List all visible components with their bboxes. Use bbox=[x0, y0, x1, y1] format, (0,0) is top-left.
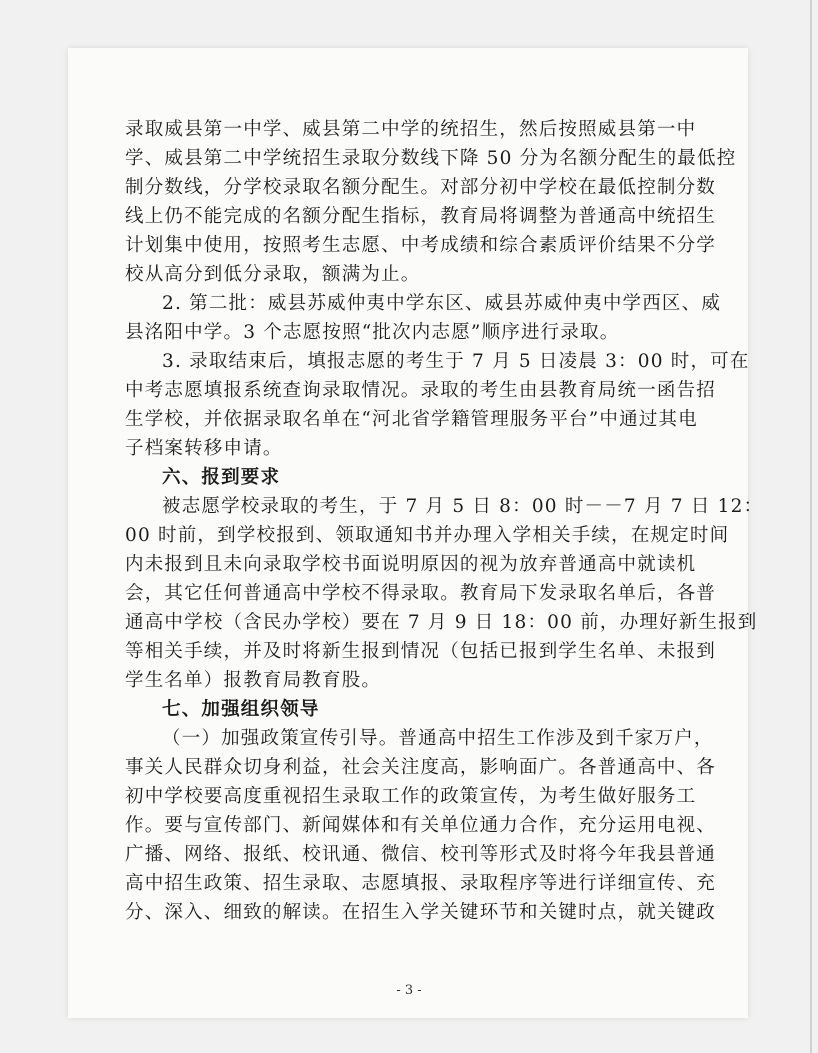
text-line: 录取威县第一中学、威县第二中学的统招生，然后按照威县第一中 bbox=[125, 119, 697, 140]
text-line: 广播、网络、报纸、校讯通、微信、校刊等形式及时将今年我县普通 bbox=[125, 844, 717, 865]
text-line: 中考志愿填报系统查询录取情况。录取的考生由县教育局统一函告招 bbox=[125, 380, 717, 401]
text-line: 00 时前，到学校报到、领取通知书并办理入学相关手续，在规定时间 bbox=[125, 525, 730, 546]
text-line: 3. 录取结束后，填报志愿的考生于 7 月 5 日凌晨 3：00 时，可在 bbox=[162, 351, 750, 372]
text-line: 学生名单）报教育局教育股。 bbox=[125, 670, 382, 691]
text-line: （一）加强政策宣传引导。普通高中招生工作涉及到千家万户， bbox=[162, 728, 714, 749]
text-line: 线上仍不能完成的名额分配生指标，教育局将调整为普通高中统招生 bbox=[125, 206, 717, 227]
text-line: 高中招生政策、招生录取、志愿填报、录取程序等进行详细宣传、充 bbox=[125, 873, 717, 894]
text-line: 分、深入、细致的解读。在招生入学关键环节和关键时点，就关键政 bbox=[125, 902, 717, 923]
text-line: 作。要与宣传部门、新闻媒体和有关单位通力合作，充分运用电视、 bbox=[125, 815, 717, 836]
text-line: 县洺阳中学。3 个志愿按照“批次内志愿”顺序进行录取。 bbox=[125, 322, 620, 343]
text-line: 会，其它任何普通高中学校不得录取。教育局下发录取名单后，各普 bbox=[125, 583, 717, 604]
text-line: 事关人民群众切身利益，社会关注度高，影响面广。各普通高中、各 bbox=[125, 757, 717, 778]
text-line: 生学校，并依据录取名单在“河北省学籍管理服务平台”中通过其电 bbox=[125, 409, 698, 430]
text-line: 学、威县第二中学统招生录取分数线下降 50 分为名额分配生的最低控 bbox=[125, 148, 737, 169]
text-line: 通高中学校（含民办学校）要在 7 月 9 日 18：00 前，办理好新生报到 bbox=[125, 612, 758, 633]
page-edge bbox=[810, 0, 812, 1053]
text-line: 校从高分到低分录取，额满为止。 bbox=[125, 264, 421, 285]
page-number: - 3 - bbox=[396, 983, 422, 998]
text-line: 内未报到且未向录取学校书面说明原因的视为放弃普通高中就读机 bbox=[125, 554, 697, 575]
document-body bbox=[125, 115, 764, 927]
text-line: 初中学校要高度重视招生录取工作的政策宣传，为考生做好服务工 bbox=[125, 786, 697, 807]
text-line: 子档案转移申请。 bbox=[125, 438, 283, 459]
text-line: 等相关手续，并及时将新生报到情况（包括已报到学生名单、未报到 bbox=[125, 641, 717, 662]
section-heading: 六、报到要求 bbox=[162, 467, 281, 488]
text-line: 2. 第二批：威县苏威仲夷中学东区、威县苏威仲夷中学西区、威 bbox=[162, 293, 722, 314]
section-heading: 七、加强组织领导 bbox=[162, 699, 320, 720]
text-line: 被志愿学校录取的考生，于 7 月 5 日 8：00 时－－7 月 7 日 12： bbox=[162, 496, 764, 517]
text-line: 计划集中使用，按照考生志愿、中考成绩和综合素质评价结果不分学 bbox=[125, 235, 717, 256]
text-line: 制分数线，分学校录取名额分配生。对部分初中学校在最低控制分数 bbox=[125, 177, 717, 198]
